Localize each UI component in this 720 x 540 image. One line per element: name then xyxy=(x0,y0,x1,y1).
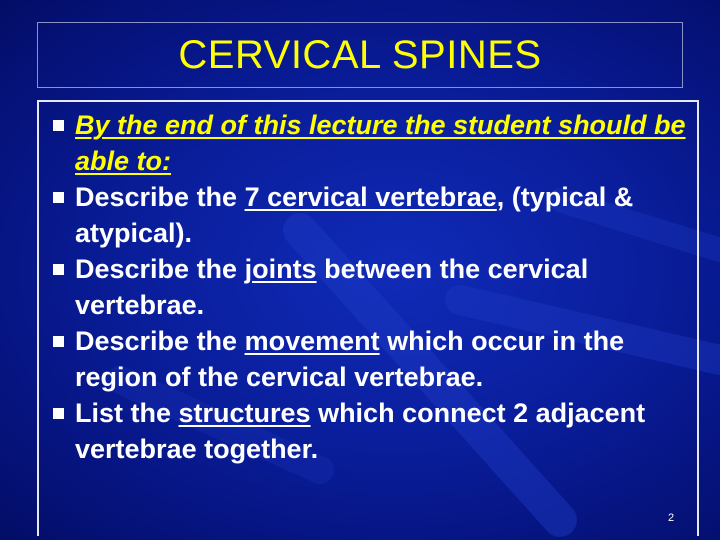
square-bullet-icon xyxy=(53,192,64,203)
list-item-structures xyxy=(51,395,691,467)
list-item-joints xyxy=(51,251,691,323)
item-keyword: joints xyxy=(244,254,317,284)
item-text-after: which connect 2 adjacent vertebrae together. xyxy=(75,398,646,464)
slide-title: CERVICAL SPINES xyxy=(178,33,542,77)
list-item-movement xyxy=(51,323,691,395)
item-text-before: Describe the xyxy=(75,254,245,284)
square-bullet-icon xyxy=(53,264,64,275)
item-text-before: Describe the xyxy=(75,182,245,212)
title-box xyxy=(37,22,683,88)
item-text-before: List the xyxy=(75,398,179,428)
objectives-list xyxy=(51,107,691,467)
intro-text: By the end of this lecture the student should be able to: xyxy=(75,110,686,176)
item-text-before: Describe the xyxy=(75,326,245,356)
item-text-after: , (typical & atypical). xyxy=(75,182,634,248)
item-text-after: which occur in the region of the cervical vertebrae. xyxy=(75,326,625,392)
page-number: 2 xyxy=(668,512,675,524)
item-text-after: between the cervical vertebrae. xyxy=(75,254,589,320)
item-keyword: movement xyxy=(244,326,380,356)
list-item-intro xyxy=(51,107,691,179)
square-bullet-icon xyxy=(53,408,64,419)
square-bullet-icon xyxy=(53,120,64,131)
item-keyword: 7 cervical vertebrae xyxy=(244,182,497,212)
item-keyword: structures xyxy=(178,398,311,428)
list-item-vertebrae xyxy=(51,179,691,251)
square-bullet-icon xyxy=(53,336,64,347)
